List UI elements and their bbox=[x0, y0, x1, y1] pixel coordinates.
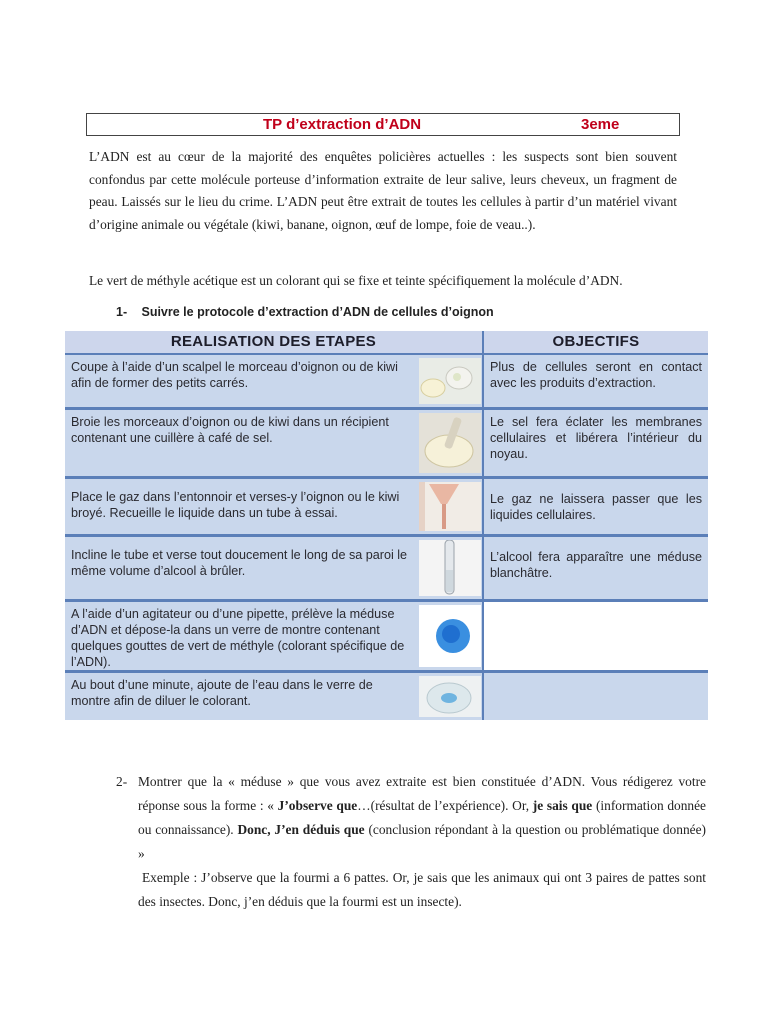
title-box bbox=[86, 113, 680, 136]
table-row bbox=[65, 479, 708, 534]
blue-stain-photo bbox=[419, 605, 481, 667]
section-2 bbox=[116, 770, 706, 914]
objective-blank bbox=[484, 602, 708, 670]
objective-text bbox=[484, 673, 708, 720]
step-text: Broie les morceaux d’oignon ou de kiwi dans un récipient contenant une cuillère à café de sel. bbox=[71, 415, 389, 445]
section-1-title: Suivre le protocole d’extraction d’ADN de cellules d’oignon bbox=[141, 305, 494, 319]
instruction-text: Montrer que la « méduse » que vous avez extraite est bien constituée d’ADN. Vous rédigerez votre réponse sous la forme : « bbox=[138, 774, 706, 813]
objective-text: Le gaz ne laissera passer que les liquides cellulaires. bbox=[490, 492, 702, 522]
section-1-number: 1- bbox=[116, 305, 128, 319]
section-2-number: 2- bbox=[116, 774, 128, 789]
header-objectives: OBJECTIFS bbox=[484, 331, 708, 355]
step-text: A l’aide d’un agitateur ou d’une pipette, prélève la méduse d’ADN et dépose-la dans un verre de montre contenant quelques gouttes de vert de méthyle (colorant spécifique de l’ADN). bbox=[71, 607, 405, 669]
funnel-photo bbox=[419, 482, 481, 531]
keyword-know: je sais que bbox=[532, 798, 593, 813]
table-row bbox=[65, 410, 708, 476]
protocol-table bbox=[65, 331, 708, 720]
section-1-heading bbox=[116, 305, 494, 319]
mortar-photo bbox=[419, 413, 481, 473]
step-text: Place le gaz dans l’entonnoir et verses-y l’oignon ou le kiwi broyé. Recueille le liquide dans un tube à essai. bbox=[71, 490, 400, 520]
step-text: Coupe à l’aide d’un scalpel le morceau d’oignon ou de kiwi afin de former des petits carrés. bbox=[71, 360, 398, 390]
intro-paragraph-1: L’ADN est au cœur de la majorité des enquêtes policières actuelles : les suspects sont bien souvent confondus par cette molécule porteuse d’information extraite de leur salive, leurs cheveux, un fragment de peau. Laissés sur le lieu du crime. L’ADN peut être extrait de toutes les cellules à partir d’un matériel vivant d’origine animale ou végétale (kiwi, banane, oignon, œuf de lompe, foie de veau..). bbox=[89, 149, 677, 232]
instruction-text: …(résultat de l’expérience). Or, bbox=[357, 798, 533, 813]
table-row bbox=[65, 537, 708, 599]
class-level: 3eme bbox=[581, 116, 620, 133]
table-row bbox=[65, 673, 708, 720]
intro-paragraph-2: Le vert de méthyle acétique est un colorant qui se fixe et teinte spécifiquement la molécule d’ADN. bbox=[89, 273, 623, 288]
header-steps: REALISATION DES ETAPES bbox=[65, 331, 484, 355]
onion-pieces-photo bbox=[419, 358, 481, 404]
document-title: TP d’extraction d’ADN bbox=[263, 116, 422, 133]
step-text: Incline le tube et verse tout doucement le long de sa paroi le même volume d’alcool à brûler. bbox=[71, 548, 408, 578]
instruction-text: (information donnée ou connaissance). bbox=[138, 798, 706, 837]
section-2-body bbox=[138, 770, 706, 914]
instruction-text: (conclusion répondant à la question ou problématique donnée) » bbox=[138, 822, 706, 861]
example-text: Exemple : J’observe que la fourmi a 6 pattes. Or, je sais que les animaux qui ont 3 paires de pattes sont des insectes. Donc, j’en déduis que la fourmi est un insecte). bbox=[138, 870, 706, 909]
table-row bbox=[65, 602, 708, 670]
objective-text: L’alcool fera apparaître une méduse blanchâtre. bbox=[490, 550, 702, 580]
objective-text: Plus de cellules seront en contact avec les produits d’extraction. bbox=[490, 360, 702, 390]
step-text: Au bout d’une minute, ajoute de l’eau dans le verre de montre afin de diluer le colorant. bbox=[71, 678, 373, 708]
objective-text: Le sel fera éclater les membranes cellulaires et libérera l’intérieur du noyau. bbox=[490, 415, 702, 461]
keyword-deduce: Donc, J’en déduis que bbox=[237, 822, 365, 837]
keyword-observe: J’observe que bbox=[277, 798, 358, 813]
test-tube-photo bbox=[419, 540, 481, 596]
table-row bbox=[65, 355, 708, 407]
watch-glass-photo bbox=[419, 676, 481, 717]
